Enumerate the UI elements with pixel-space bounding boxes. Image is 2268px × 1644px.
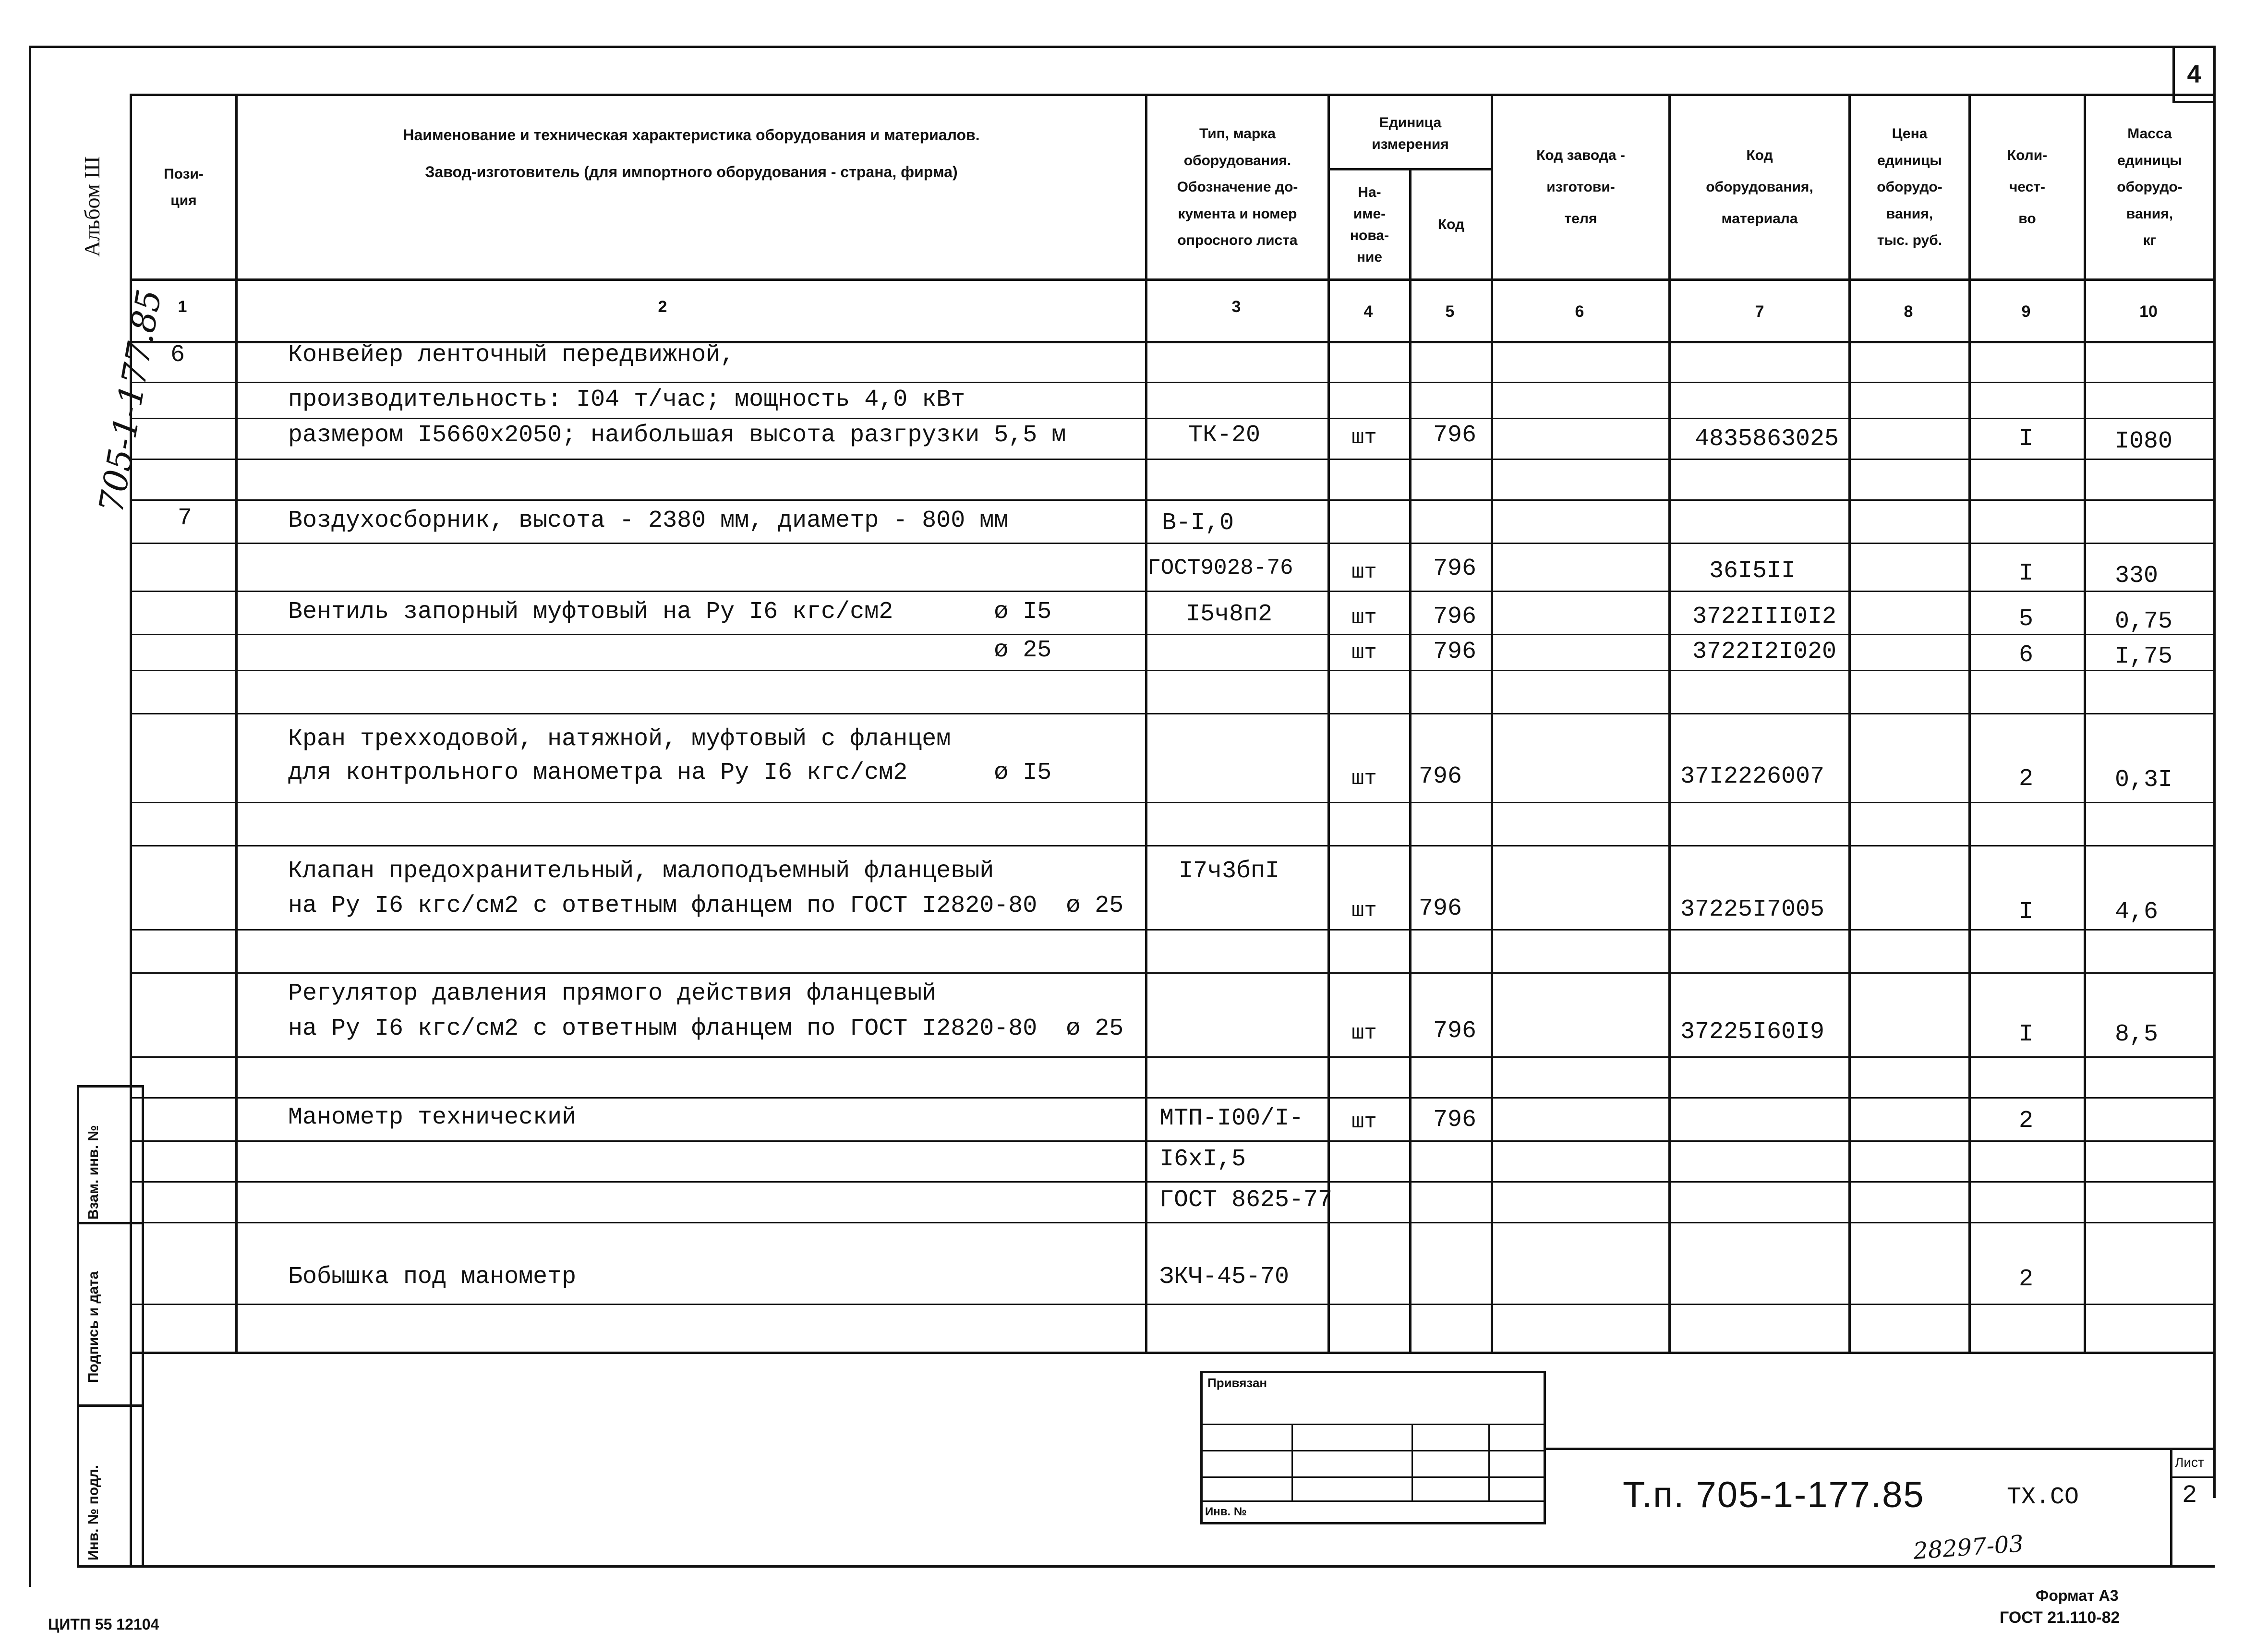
row-line — [130, 670, 2216, 671]
row-type: В-I,0 — [1162, 509, 1234, 537]
col-line-5 — [1491, 94, 1493, 1352]
document-code: ТХ.СО — [2007, 1484, 2079, 1511]
row-unit: шт — [1351, 641, 1377, 665]
frame-bottom — [77, 1565, 2215, 1568]
row-name: размером I5660х2050; наибольшая высота разгрузки 5,5 м — [288, 422, 1066, 449]
stamp-col-left — [77, 1085, 79, 1565]
gost-standard: ГОСТ 21.110-82 — [2000, 1608, 2120, 1627]
colnum-6: 6 — [1575, 302, 1584, 321]
row-unit-code: 796 — [1433, 422, 1477, 449]
bound-vline-3 — [1488, 1424, 1490, 1500]
row-line — [130, 972, 2216, 974]
stamp-label-inventory: Инв. № подл. — [85, 1464, 101, 1560]
row-type: I6хI,5 — [1159, 1146, 1246, 1173]
row-name: Кран трехходовой, натяжной, муфтовый с фланцем — [288, 725, 951, 753]
row-line — [130, 929, 2216, 931]
bound-vline-1 — [1291, 1424, 1293, 1500]
row-unit: шт — [1351, 1021, 1377, 1045]
row-type: ГОСТ 8625-77 — [1159, 1186, 1333, 1214]
row-line — [130, 1181, 2216, 1183]
row-unit-code: 796 — [1419, 895, 1462, 922]
row-unit-code: 796 — [1419, 763, 1462, 790]
row-type: ТК-20 — [1188, 422, 1261, 449]
row-name: Манометр технический — [288, 1104, 577, 1131]
row-line — [130, 591, 2216, 592]
header-units-group: Единица измерения — [1372, 114, 1449, 152]
row-type: I7ч3бпI — [1179, 858, 1280, 885]
row-unit-code: 796 — [1433, 1106, 1477, 1134]
row-line — [130, 499, 2216, 501]
handwritten-ref: 705-1-177.85 — [91, 286, 169, 516]
header-price: Цена единицы оборудо- вания, тыс. руб. — [1877, 126, 1942, 249]
header-factory-code: Код завода - изготови- теля — [1536, 147, 1625, 227]
row-unit-code: 796 — [1433, 638, 1477, 665]
print-shop: ЦИТП 55 12104 — [48, 1616, 159, 1633]
row-name: для контрольного манометра на Ру I6 кгс/см2 ø I5 — [288, 759, 1052, 786]
row-name: Клапан предохранительный, малоподъемный фланцевый — [288, 858, 994, 885]
row-name: на Ру I6 кгс/см2 с ответным фланцем по ГОСТ I2820-80 ø 25 — [288, 1015, 1124, 1042]
row-line — [130, 459, 2216, 460]
col-line-7 — [1848, 94, 1851, 1352]
row-equipment-code: 4835863025 — [1695, 425, 1839, 453]
page-number: 4 — [2187, 60, 2201, 88]
row-line — [130, 382, 2216, 383]
bound-line-2 — [1200, 1450, 1546, 1451]
col-line-0 — [130, 94, 132, 1565]
row-unit: шт — [1351, 767, 1377, 791]
frame-top — [29, 46, 2215, 48]
row-unit: шт — [1351, 899, 1377, 923]
row-mass: 8,5 — [2115, 1021, 2159, 1048]
row-name: Регулятор давления прямого действия фланцевый — [288, 980, 937, 1007]
sheet-number: 2 — [2182, 1481, 2197, 1510]
row-line — [130, 543, 2216, 544]
stamp-top — [77, 1085, 144, 1088]
row-equipment-code: 37225I60I9 — [1680, 1018, 1825, 1046]
colnum-3: 3 — [1231, 298, 1241, 316]
col-line-2 — [1145, 94, 1147, 1352]
row-quantity: 6 — [2019, 641, 2034, 669]
table-body-bottom — [130, 1352, 2216, 1354]
row-equipment-code: 36I5II — [1709, 557, 1796, 585]
row-name: на Ру I6 кгс/см2 с ответным фланцем по ГОСТ I2820-80 ø 25 — [288, 892, 1124, 919]
header-unit-name: На- име- нова- ние — [1350, 184, 1389, 265]
col-line-6 — [1668, 94, 1671, 1352]
sheet-label: Лист — [2175, 1455, 2204, 1470]
stamp-line-2 — [77, 1404, 144, 1407]
header-mass: Масса единицы оборудо- вания, кг — [2117, 126, 2183, 249]
stamp-col-right — [142, 1085, 144, 1565]
row-equipment-code: 3722III0I2 — [1692, 603, 1837, 630]
row-quantity: I — [2019, 898, 2034, 926]
row-mass: 0,75 — [2115, 608, 2173, 635]
bound-line-4 — [1200, 1500, 1546, 1502]
row-line — [130, 418, 2216, 419]
row-line — [130, 1222, 2216, 1223]
header-bottom — [130, 278, 2216, 281]
row-name: производительность: I04 т/час; мощность 4,0 кВт — [288, 386, 965, 413]
row-quantity: I — [2019, 560, 2034, 587]
col-line-10 — [2213, 94, 2216, 1352]
row-name: Воздухосборник, высота - 2380 мм, диаметр - 800 мм — [288, 507, 1009, 534]
paper-format: Формат А3 — [2036, 1587, 2119, 1604]
colnum-7: 7 — [1755, 302, 1764, 321]
colnum-5: 5 — [1445, 302, 1455, 321]
row-unit-code: 796 — [1433, 1017, 1477, 1045]
bound-label: Привязан — [1207, 1376, 1267, 1390]
col-line-4 — [1409, 168, 1411, 1352]
col-line-3 — [1327, 94, 1330, 1352]
row-unit-code: 796 — [1433, 555, 1477, 582]
row-mass: 4,6 — [2115, 898, 2159, 926]
row-type: МТП-I00/I- — [1159, 1105, 1304, 1132]
row-equipment-code: 3722I2I020 — [1692, 638, 1837, 665]
header-type: Тип, марка оборудования. Обозначение до- кумента и номер опросного листа — [1177, 126, 1298, 249]
row-line — [130, 802, 2216, 803]
row-type: ЗКЧ-45-70 — [1159, 1263, 1290, 1291]
table-top — [130, 94, 2216, 96]
colnum-1: 1 — [178, 298, 187, 316]
row-line — [130, 845, 2216, 846]
row-name: Конвейер ленточный передвижной, — [288, 341, 735, 369]
header-unit-code: Код — [1437, 216, 1465, 232]
row-line — [130, 1304, 2216, 1305]
row-quantity: 2 — [2019, 1266, 2034, 1293]
row-line — [130, 1097, 2216, 1099]
col-line-8 — [1968, 94, 1971, 1352]
document-number: Т.п. 705-1-177.85 — [1623, 1475, 1925, 1515]
colnum-4: 4 — [1363, 302, 1373, 321]
row-mass: I080 — [2115, 428, 2173, 455]
row-quantity: 2 — [2019, 765, 2034, 793]
row-mass: 0,3I — [2115, 766, 2173, 794]
row-line — [130, 634, 2216, 635]
row-equipment-code: 37I2226007 — [1680, 763, 1825, 790]
row-quantity: 5 — [2019, 605, 2034, 633]
inventory-label: Инв. № — [1205, 1505, 1247, 1518]
bound-line-3 — [1200, 1476, 1546, 1478]
stamp-label-replace: Взам. инв. № — [85, 1125, 101, 1220]
row-name: Бобышка под манометр — [288, 1263, 577, 1291]
row-equipment-code: 37225I7005 — [1680, 896, 1825, 923]
row-unit: шт — [1351, 606, 1377, 630]
stamp-label-signature: Подпись и дата — [85, 1271, 101, 1383]
row-unit: шт — [1351, 426, 1377, 450]
row-name: ø 25 — [288, 637, 1052, 664]
row-quantity: 2 — [2019, 1107, 2034, 1135]
colnum-10: 10 — [2139, 302, 2158, 321]
row-line — [130, 713, 2216, 714]
title-block-top — [1546, 1448, 2216, 1450]
row-unit: шт — [1351, 560, 1377, 584]
row-name: Вентиль запорный муфтовый на Ру I6 кгс/см2 ø I5 — [288, 598, 1052, 626]
row-mass: 330 — [2115, 562, 2159, 590]
row-unit-code: 796 — [1433, 603, 1477, 630]
album-label: Альбом Ш — [80, 156, 104, 257]
header-name: Наименование и техническая характеристика оборудования и материалов. Завод-изготовитель (для импортного оборудования - страна, фирма) — [403, 126, 980, 181]
row-quantity: I — [2019, 425, 2034, 453]
sheet-box-mid — [2170, 1476, 2216, 1478]
row-type: I5ч8п2 — [1186, 601, 1273, 628]
row-line — [130, 1140, 2216, 1142]
frame-left — [29, 46, 31, 1587]
row-unit: шт — [1351, 1110, 1377, 1134]
header-quantity: Коли- чест- во — [2007, 147, 2048, 227]
header-position: Пози- ция — [164, 166, 204, 208]
bound-line-1 — [1200, 1424, 1546, 1425]
row-type: ГОСТ9028-76 — [1147, 556, 1293, 580]
row-mass: I,75 — [2115, 643, 2173, 670]
sheet-box-left — [2170, 1448, 2172, 1565]
row-position: 7 — [178, 505, 193, 532]
col-line-9 — [2084, 94, 2086, 1352]
colnum-8: 8 — [1904, 302, 1913, 321]
col-line-1 — [235, 94, 238, 1352]
header-equipment-code: Код оборудования, материала — [1706, 147, 1813, 227]
row-line — [130, 1056, 2216, 1058]
bound-vline-2 — [1411, 1424, 1413, 1500]
colnum-2: 2 — [658, 298, 667, 316]
row-position: 6 — [170, 341, 185, 369]
colnum-9: 9 — [2021, 302, 2031, 321]
handwritten-number: 28297-03 — [1912, 1530, 2025, 1565]
row-quantity: I — [2019, 1021, 2034, 1048]
